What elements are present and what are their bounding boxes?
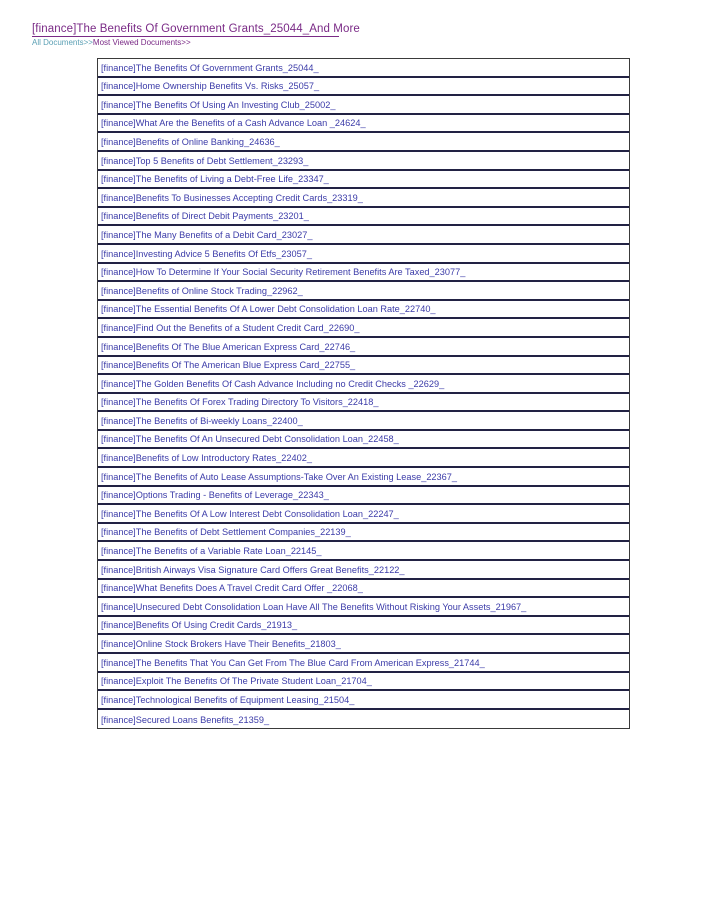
list-item <box>98 505 629 524</box>
document-link[interactable]: [finance]Benefits Of Using Credit Cards_21913_ <box>101 620 298 631</box>
document-link[interactable]: [finance]Benefits of Online Banking_24636_ <box>101 136 280 147</box>
breadcrumb <box>32 38 191 47</box>
list-item <box>98 449 629 468</box>
breadcrumb-separator: >> <box>83 38 93 47</box>
list-item <box>98 487 629 506</box>
document-link[interactable]: [finance]British Airways Visa Signature Card Offers Great Benefits_22122_ <box>101 564 405 575</box>
document-link[interactable]: [finance]The Golden Benefits Of Cash Advance Including no Credit Checks _22629_ <box>101 378 445 389</box>
document-link[interactable]: [finance]Secured Loans Benefits_21359_ <box>101 715 270 726</box>
document-link[interactable]: [finance]The Benefits Of An Unsecured Debt Consolidation Loan_22458_ <box>101 434 399 445</box>
list-item <box>98 152 629 171</box>
list-item <box>98 542 629 561</box>
list-item <box>98 673 629 692</box>
document-link[interactable]: [finance]The Benefits of Debt Settlement Companies_22139_ <box>101 527 351 538</box>
list-item <box>98 264 629 283</box>
document-link[interactable]: [finance]Benefits Of The Blue American Express Card_22746_ <box>101 341 356 352</box>
document-link[interactable]: [finance]Benefits of Low Introductory Rates_22402_ <box>101 453 312 464</box>
document-link[interactable]: [finance]Benefits Of The American Blue Express Card_22755_ <box>101 360 356 371</box>
document-link[interactable]: [finance]The Benefits Of A Low Interest Debt Consolidation Loan_22247_ <box>101 508 399 519</box>
document-link[interactable]: [finance]The Benefits of Bi-weekly Loans_22400_ <box>101 415 303 426</box>
breadcrumb-most-viewed-link[interactable]: Most Viewed Documents <box>92 38 182 47</box>
breadcrumb-separator: >> <box>181 38 191 47</box>
list-item <box>98 394 629 413</box>
list-item <box>98 561 629 580</box>
document-link[interactable]: [finance]The Benefits Of Forex Trading Directory To Visitors_22418_ <box>101 397 379 408</box>
list-item <box>98 301 629 320</box>
list-item <box>98 115 629 134</box>
list-item <box>98 375 629 394</box>
document-link[interactable]: [finance]What Are the Benefits of a Cash Advance Loan _24624_ <box>101 118 366 129</box>
list-item <box>98 245 629 264</box>
title-underline <box>32 36 339 37</box>
document-link[interactable]: [finance]Find Out the Benefits of a Student Credit Card_22690_ <box>101 322 360 333</box>
document-link[interactable]: [finance]Technological Benefits of Equipment Leasing_21504_ <box>101 694 355 705</box>
document-link[interactable]: [finance]Benefits of Online Stock Trading_22962_ <box>101 285 303 296</box>
list-item <box>98 635 629 654</box>
document-link[interactable]: [finance]Top 5 Benefits of Debt Settlement_23293_ <box>101 155 309 166</box>
list-item <box>98 59 629 78</box>
list-item <box>98 282 629 301</box>
page-title: [finance]The Benefits Of Government Grants_25044_And More <box>32 23 360 35</box>
document-link[interactable]: [finance]The Many Benefits of a Debit Card_23027_ <box>101 229 313 240</box>
document-link[interactable]: [finance]Home Ownership Benefits Vs. Risks_25057_ <box>101 81 320 92</box>
list-item <box>98 357 629 376</box>
document-link[interactable]: [finance]The Benefits Of Using An Investing Club_25002_ <box>101 99 336 110</box>
list-item <box>98 431 629 450</box>
document-link[interactable]: [finance]Benefits To Businesses Accepting Credit Cards_23319_ <box>101 192 363 203</box>
list-item <box>98 710 629 729</box>
document-link[interactable]: [finance]The Benefits of Living a Debt-Free Life_23347_ <box>101 174 329 185</box>
list-item <box>98 226 629 245</box>
list-item <box>98 412 629 431</box>
list-item <box>98 468 629 487</box>
document-link[interactable]: [finance]Exploit The Benefits Of The Private Student Loan_21704_ <box>101 676 372 687</box>
document-link[interactable]: [finance]How To Determine If Your Social Security Retirement Benefits Are Taxed_23077_ <box>101 267 466 278</box>
list-item <box>98 617 629 636</box>
document-link[interactable]: [finance]What Benefits Does A Travel Credit Card Offer _22068_ <box>101 583 363 594</box>
document-link[interactable]: [finance]Unsecured Debt Consolidation Loan Have All The Benefits Without Risking Your Assets_21967_ <box>101 601 527 612</box>
list-item <box>98 171 629 190</box>
list-item <box>98 319 629 338</box>
document-link[interactable]: [finance]Benefits of Direct Debit Payments_23201_ <box>101 211 309 222</box>
document-link[interactable]: [finance]The Essential Benefits Of A Lower Debt Consolidation Loan Rate_22740_ <box>101 304 436 315</box>
document-link[interactable]: [finance]The Benefits That You Can Get From The Blue Card From American Express_21744_ <box>101 657 485 668</box>
document-link[interactable]: [finance]Options Trading - Benefits of Leverage_22343_ <box>101 490 329 501</box>
list-item <box>98 580 629 599</box>
document-list <box>97 58 630 729</box>
document-link[interactable]: [finance]Investing Advice 5 Benefits Of Etfs_23057_ <box>101 248 312 259</box>
list-item <box>98 524 629 543</box>
list-item <box>98 338 629 357</box>
list-item <box>98 654 629 673</box>
list-item <box>98 96 629 115</box>
breadcrumb-all-documents-link[interactable]: All Documents <box>32 38 84 47</box>
list-item <box>98 189 629 208</box>
document-link[interactable]: [finance]The Benefits of Auto Lease Assumptions-Take Over An Existing Lease_22367_ <box>101 471 457 482</box>
list-item <box>98 691 629 710</box>
document-link[interactable]: [finance]Online Stock Brokers Have Their Benefits_21803_ <box>101 639 341 649</box>
document-link[interactable]: [finance]The Benefits Of Government Grants_25044_ <box>101 62 319 73</box>
list-item <box>98 133 629 152</box>
list-item <box>98 78 629 97</box>
document-link[interactable]: [finance]The Benefits of a Variable Rate Loan_22145_ <box>101 546 322 557</box>
list-item <box>98 598 629 617</box>
list-item <box>98 208 629 227</box>
